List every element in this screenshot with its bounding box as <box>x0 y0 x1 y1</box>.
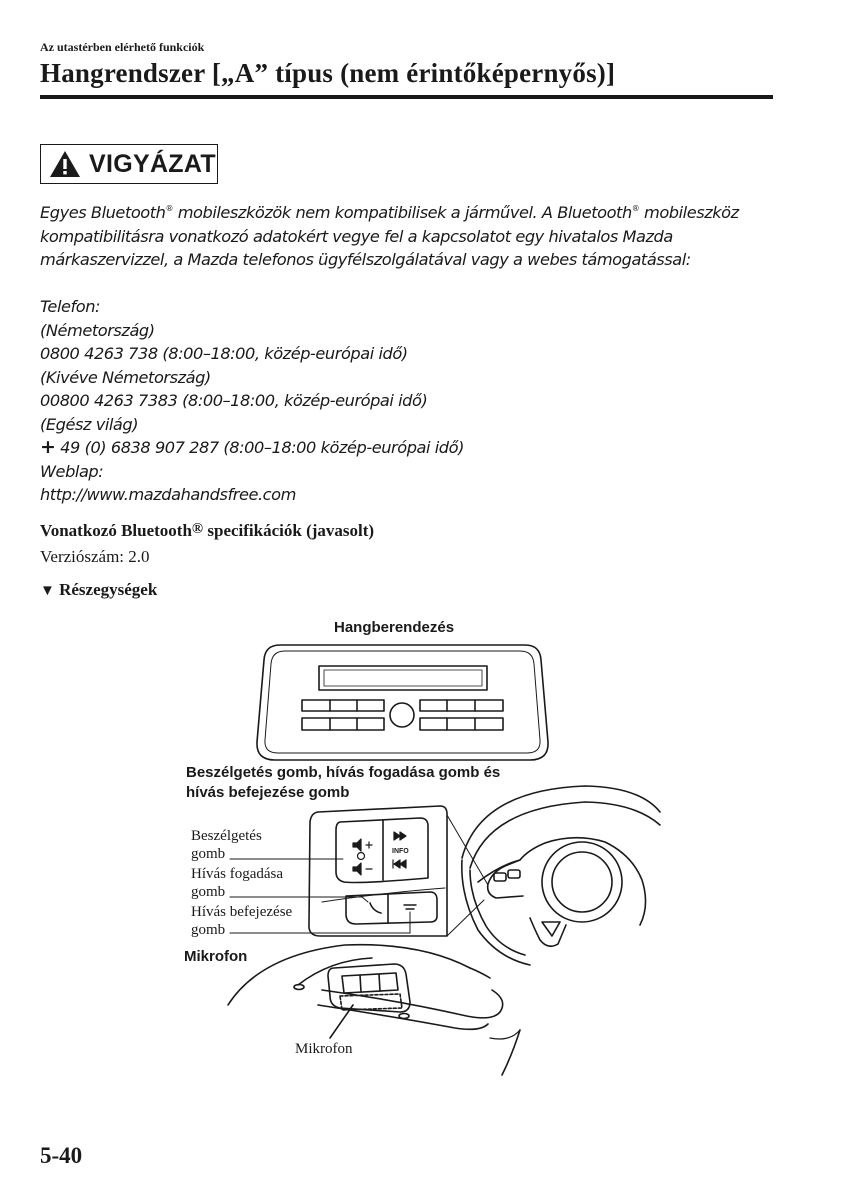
pickup-button-callout-1: Hívás fogadása <box>191 866 284 882</box>
audio-unit-label: Hangberendezés <box>334 619 455 636</box>
except-germany-number: 00800 4263 7383 (8:00–18:00, közép-európai idő) <box>40 391 428 410</box>
page-title: Hangrendszer [„A” típus (nem érintőképernyős)] <box>40 58 616 88</box>
spec-heading: Vonatkozó Bluetooth® specifikációk (javasolt) <box>40 521 375 540</box>
world-label: (Egész világ) <box>40 414 139 434</box>
germany-number: 0800 4263 738 (8:00–18:00, közép-európai idő) <box>40 344 408 363</box>
hangup-button-callout-2: gomb <box>191 922 226 938</box>
talk-button-callout-2: gomb <box>191 846 226 862</box>
web-label: Weblap: <box>40 461 104 481</box>
microphone-illustration <box>228 945 520 1075</box>
parts-heading: ▼ Részegységek <box>40 580 158 599</box>
caution-line-3: márkaszervizzel, a Mazda telefonos ügyfélszolgálatával vagy a webes támogatással: <box>40 250 691 269</box>
microphone-callout: Mikrofon <box>295 1041 353 1057</box>
talk-button-callout-1: Beszélgetés <box>191 828 262 844</box>
steering-buttons-label-line1: Beszélgetés gomb, hívás fogadása gomb és <box>186 764 501 781</box>
info-button-text: INFO <box>392 848 409 855</box>
web-url[interactable]: http://www.mazdahandsfree.com <box>40 485 296 504</box>
hangup-button-callout-1: Hívás befejezése <box>191 904 293 920</box>
steering-buttons-label-line2: hívás befejezése gomb <box>186 784 350 801</box>
pickup-button-callout-2: gomb <box>191 884 226 900</box>
audio-unit-illustration <box>257 645 548 760</box>
except-germany-label: (Kivéve Németország) <box>40 367 211 387</box>
warning-label: VIGYÁZAT <box>89 149 216 178</box>
steering-wheel-illustration <box>462 786 660 965</box>
world-number: + 49 (0) 6838 907 287 (8:00–18:00 közép-európai idő) <box>40 436 464 458</box>
microphone-label: Mikrofon <box>184 948 248 965</box>
caution-line-1: Egyes Bluetooth® mobileszközök nem kompatibilisek a járművel. A Bluetooth® mobileszköz <box>40 203 739 222</box>
phone-label: Telefon: <box>40 297 101 316</box>
spec-version: Verziószám: 2.0 <box>40 547 150 566</box>
caution-line-2: kompatibilitásra vonatkozó adatokért vegye fel a kapcsolatot egy hivatalos Mazda <box>40 226 673 246</box>
section-label: Az utastérben elérhető funkciók <box>40 40 205 54</box>
germany-label: (Németország) <box>40 320 155 340</box>
page-number: 5-40 <box>40 1143 83 1168</box>
steering-switch-illustration <box>309 806 447 936</box>
